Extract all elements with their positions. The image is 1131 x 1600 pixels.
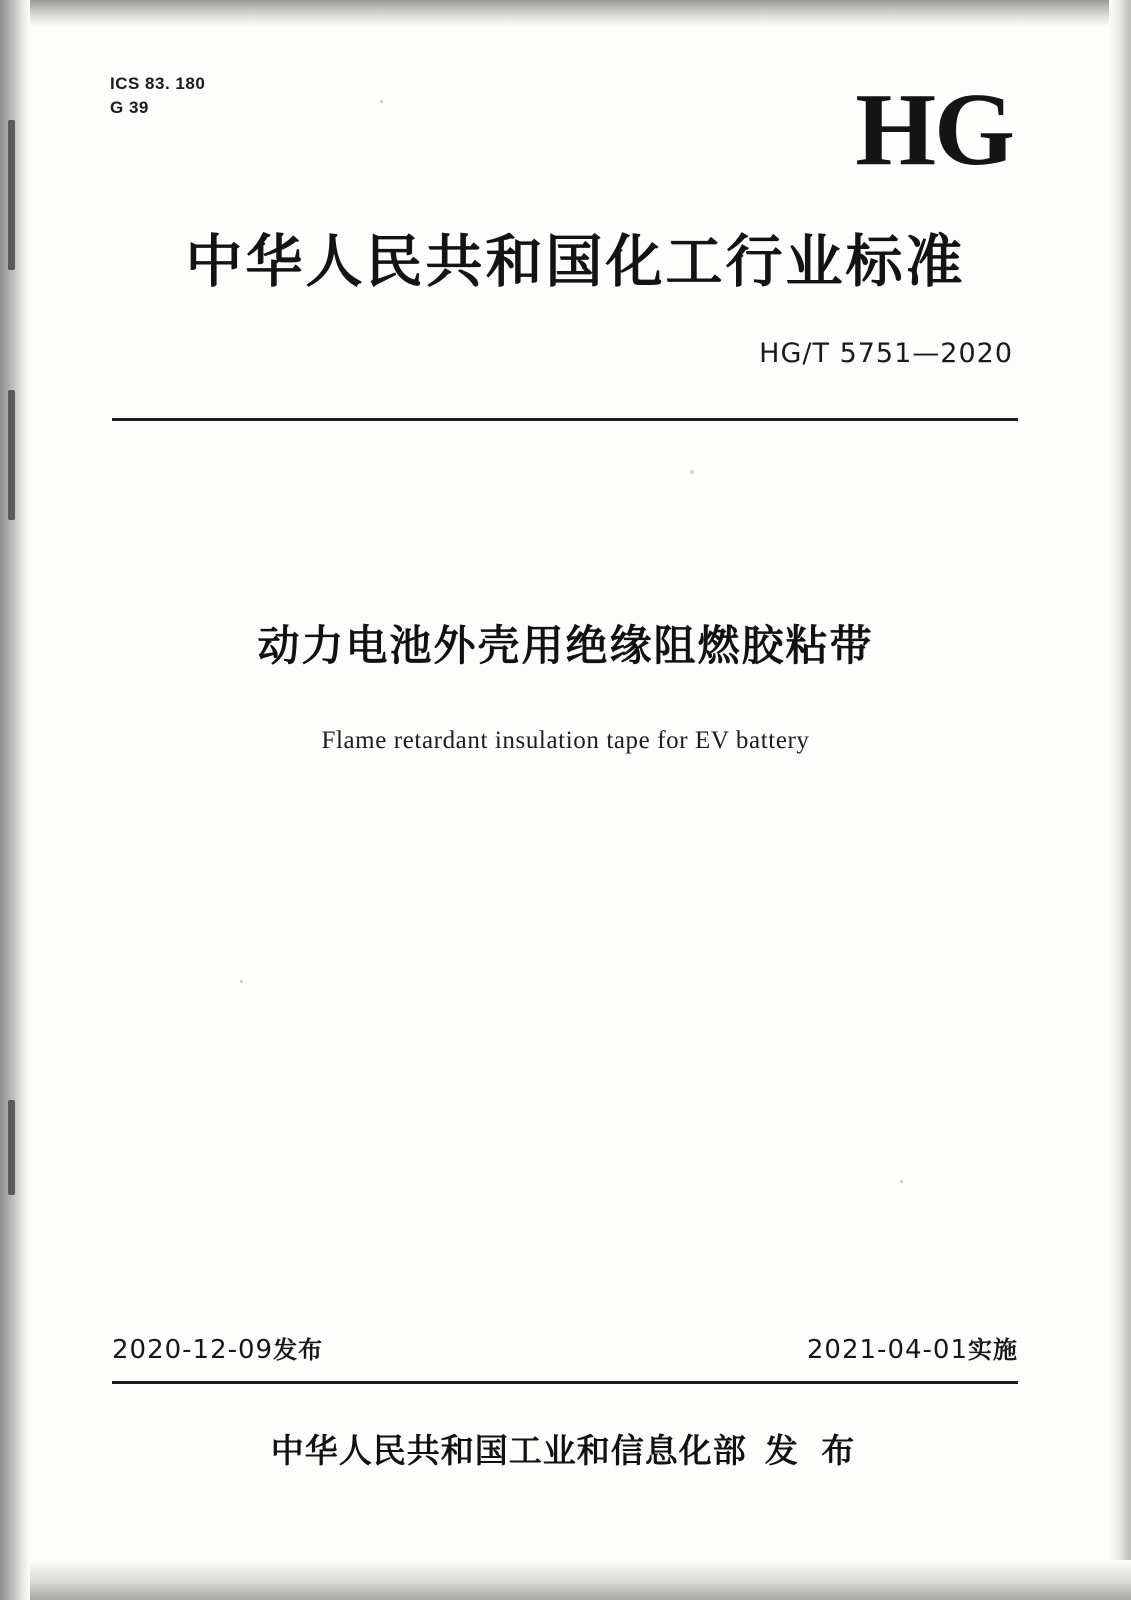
- issue-date: 2020-12-09: [112, 1335, 274, 1365]
- ics-code: ICS 83. 180: [110, 74, 206, 93]
- ics-classification: [110, 72, 205, 120]
- effective-date-label: 实施: [968, 1336, 1018, 1364]
- hg-logo: HG: [855, 72, 1013, 187]
- dates-row: [112, 1330, 1018, 1365]
- page-title: 动力电池外壳用绝缘阻燃胶粘带: [257, 621, 874, 670]
- standard-number: HG/T 5751—2020: [759, 338, 1013, 369]
- publisher-line: [0, 1425, 1131, 1472]
- ccs-code: G 39: [110, 98, 149, 117]
- standard-series-title: 中华人民共和国化工行业标准: [185, 229, 966, 295]
- issue-date-group: [112, 1330, 323, 1365]
- effective-date: 2021-04-01: [806, 1335, 968, 1365]
- page-title-english: Flame retardant insulation tape for EV battery: [321, 727, 810, 754]
- divider-top: [112, 418, 1018, 421]
- divider-bottom: [112, 1381, 1018, 1384]
- effective-date-group: [807, 1330, 1018, 1365]
- publisher-action: 发 布: [764, 1431, 861, 1470]
- publisher-name: 中华人民共和国工业和信息化部: [270, 1431, 747, 1470]
- issue-date-label: 发布: [273, 1336, 324, 1364]
